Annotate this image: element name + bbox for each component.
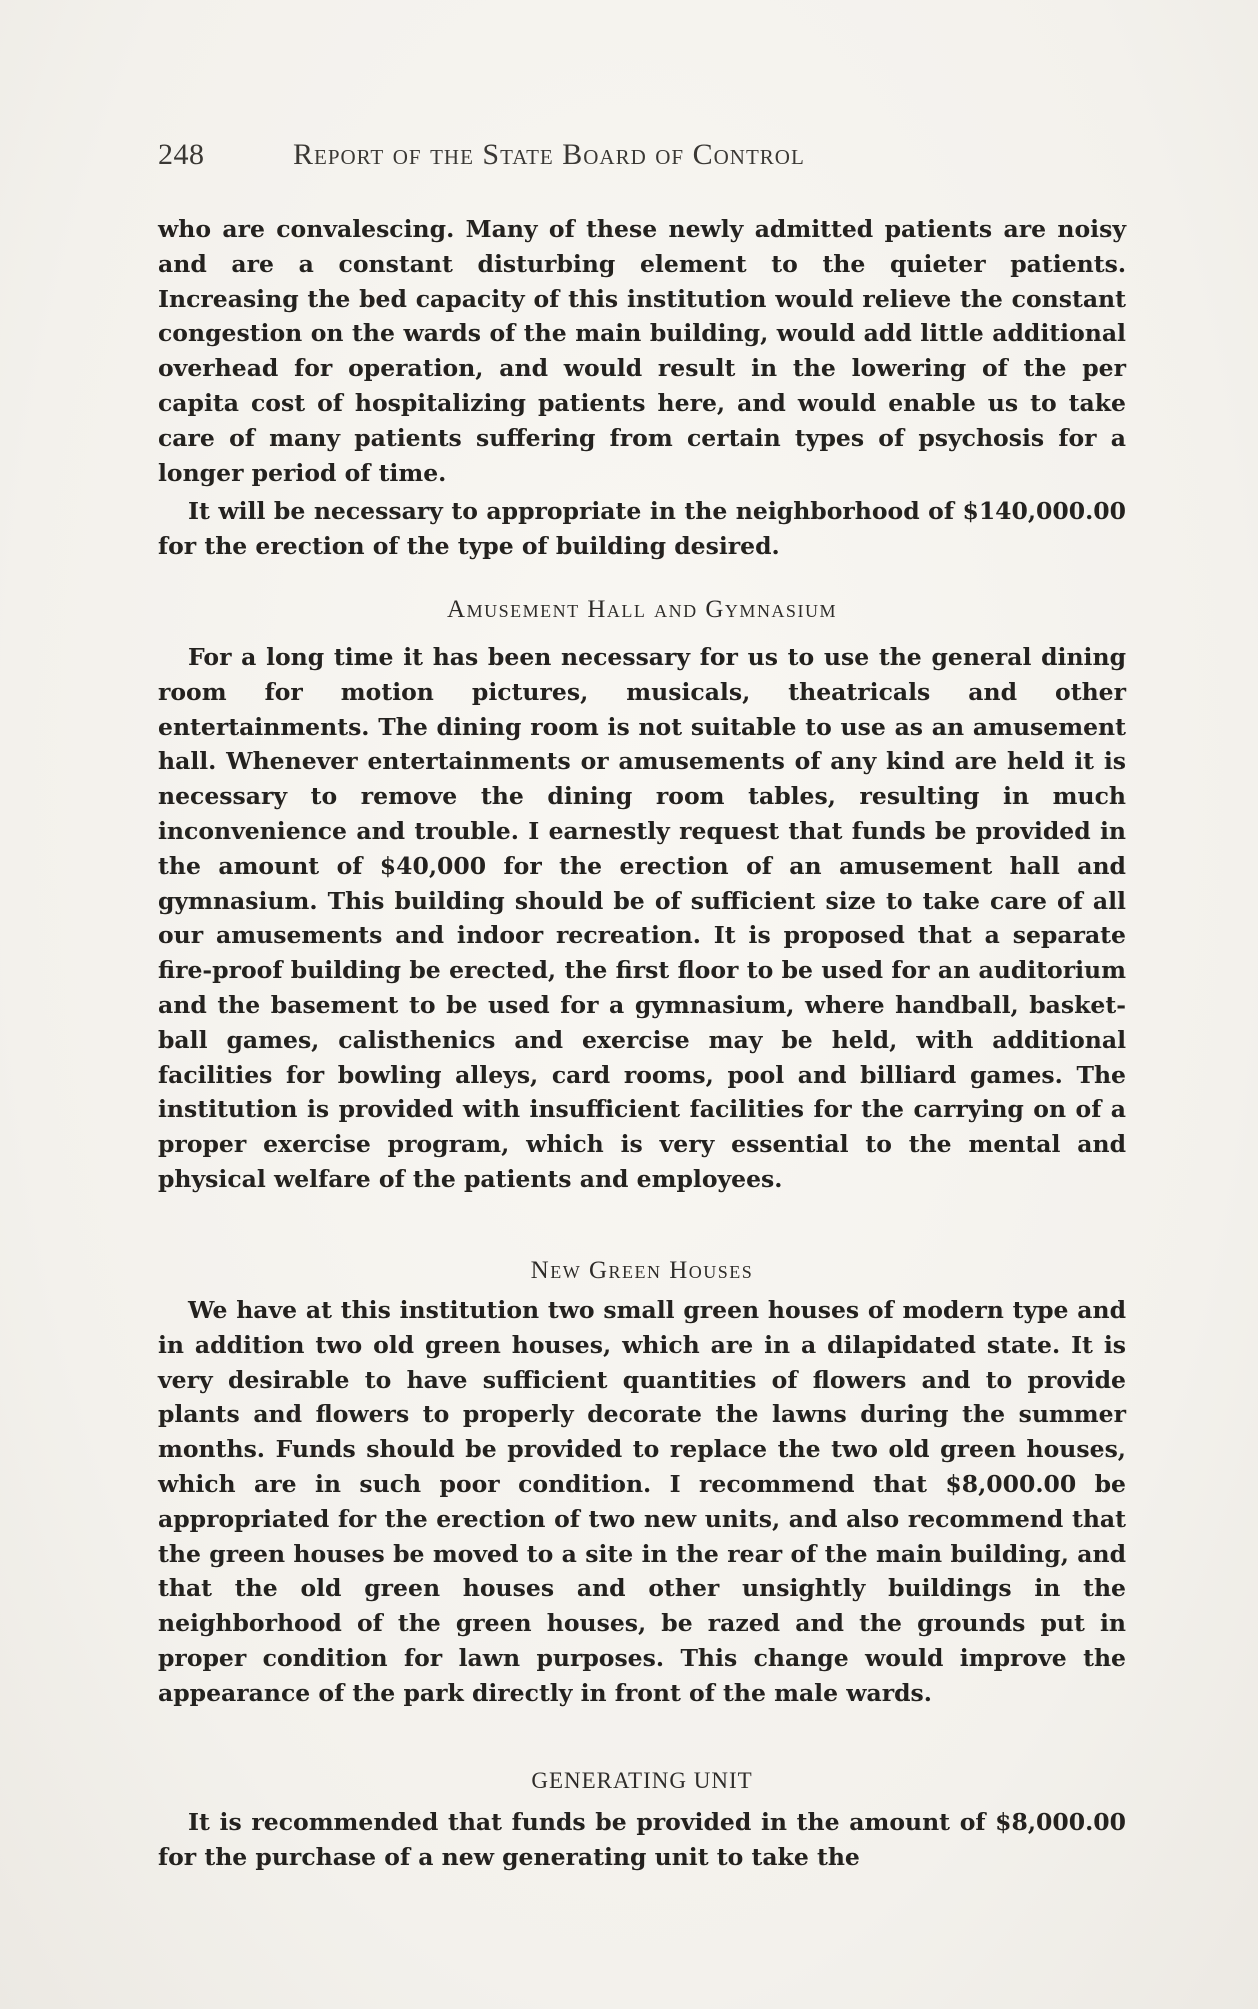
generating-unit-section (158, 1805, 1126, 1875)
amusement-paragraph: For a long time it has been necessary for us to use the general dining room for motion pictures, musicals, theatricals and other entertainments. The dining room is not suitable to use as an amusement hall. Whenever entertainments or amusements of any kind are held it is necessary to remove the dining room tables, resulting in much inconvenience and trouble. I earnestly request that funds be provided in the amount of $40,000 for the erection of an amusement hall and gymnasium. This building should be of sufficient size to take care of all our amusements and indoor recreation. It is proposed that a separate fire-proof building be erected, the first floor to be used for an auditorium and the basement to be used for a gymnasium, where handball, basket-ball games, calisthenics and exercise may be held, with additional facilities for bowling alleys, card rooms, pool and billiard games. The institution is provided with insufficient facilities for the carrying on of a proper exercise program, which is very essential to the mental and physical welfare of the patients and employees. (158, 643, 1126, 1193)
intro-section (158, 212, 1126, 564)
intro-paragraph-2: It will be necessary to appropriate in the neighborhood of $140,000.00 for the erection of the type of building desired. (158, 497, 1126, 561)
green-houses-heading: New Green Houses (530, 1257, 754, 1284)
amusement-section (158, 640, 1126, 1197)
running-head (158, 138, 988, 178)
generating-unit-paragraph: It is recommended that funds be provided in the amount of $8,000.00 for the purchase of a new generating unit to take the (158, 1808, 1126, 1871)
amusement-hall-heading: Amusement Hall and Gymnasium (447, 596, 837, 623)
green-houses-section (158, 1293, 1126, 1711)
page-number: 248 (158, 138, 205, 171)
running-title: Report of the State Board of Control (293, 138, 805, 171)
generating-unit-heading: GENERATING UNIT (531, 1768, 753, 1793)
green-houses-paragraph: We have at this institution two small green houses of modern type and in addition two old green houses, which are in a dilapidated state. It is very desirable to have sufficient quantities of flowers and to provide plants and flowers to properly decorate the lawns during the summer months. Funds should be provided to replace the two old green houses, which are in such poor condition. I recommend that $8,000.00 be appropriated for the erection of two new units, and also recommend that the green houses be moved to a site in the rear of the main building, and that the old green houses and other unsightly buildings in the neighborhood of the green houses, be razed and the grounds put in proper condition for lawn purposes. This change would improve the appearance of the park directly in front of the male wards. (158, 1296, 1126, 1707)
intro-paragraph-1: who are convalescing. Many of these newly admitted patients are noisy and are a constant disturbing element to the quieter patients. Increasing the bed capacity of this institution would relieve the constant congestion on the wards of the main building, would add little additional overhead for operation, and would result in the lowering of the per capita cost of hospitalizing patients here, and would enable us to take care of many patients suffering from certain types of psychosis for a longer period of time. (158, 215, 1126, 487)
